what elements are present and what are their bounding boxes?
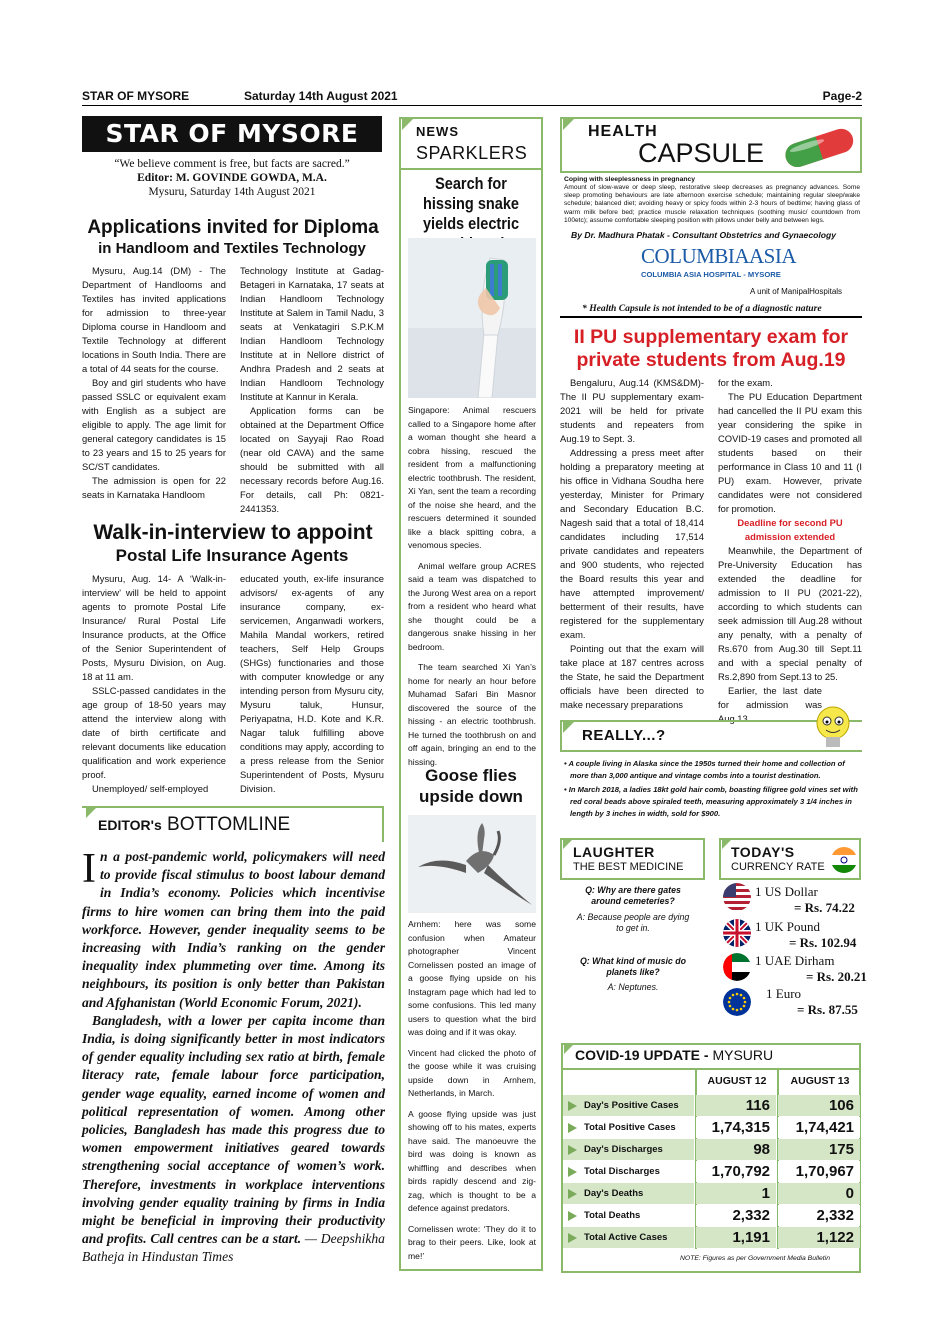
covid-label-bold: COVID-19 UPDATE - bbox=[575, 1047, 709, 1063]
joke-question: Q: What kind of music do planets like? bbox=[579, 956, 687, 977]
corner-triangle bbox=[564, 1044, 574, 1054]
really-item: • A couple living in Alaska since the 1950s turned their home and collection of more than 3,000 antique and vintage combs into a tourist destination. bbox=[564, 759, 845, 780]
corner-triangle bbox=[402, 118, 414, 130]
corner-triangle bbox=[563, 839, 573, 849]
article2-title: Walk-in-interview to appoint bbox=[93, 521, 373, 544]
covid-value-aug12: 1,70,792 bbox=[696, 1161, 776, 1182]
header-paper-name: STAR OF MYSORE bbox=[82, 89, 190, 103]
currency-label-2: CURRENCY RATE bbox=[731, 861, 825, 873]
pu-subhead: Deadline for second PU admission extended bbox=[737, 517, 843, 542]
covid-value-aug12: 98 bbox=[696, 1139, 776, 1160]
arrow-icon bbox=[568, 1101, 577, 1111]
article2-col2 bbox=[240, 572, 384, 796]
paragraph: for the exam. bbox=[718, 377, 773, 388]
covid-row bbox=[563, 1205, 860, 1227]
paragraph: Singapore: Animal rescuers called to a Singapore home after a woman thought she heard a cobra hissing, rescued the resident from a malfunctioning electric toothbrush. The resident, Xi Yan, sent the team a recording of the noise she heard, and the rescuers determined it sounded like a black spitting cobra, a venomous species. bbox=[408, 405, 536, 550]
paragraph: Vincent had clicked the photo of the goose while it was cruising upside down in Arnhem, Netherlands, in March. bbox=[408, 1047, 536, 1098]
divider bbox=[560, 316, 862, 318]
paragraph: Boy and girl students who have passed SSLC or equivalent exam with English as a subject are eligible to apply. The age limit for general category candidates is 15 to 23 years and 15 to 25 years for SC/ST candidates. bbox=[82, 377, 226, 472]
editorial-label-bold: EDITOR's bbox=[98, 817, 162, 833]
arrow-icon bbox=[568, 1189, 577, 1199]
arrow-icon bbox=[568, 1145, 577, 1155]
covid-row-label: Day's Deaths bbox=[563, 1183, 694, 1204]
covid-value-aug12: 2,332 bbox=[696, 1205, 776, 1226]
currency-rate-aed: = Rs. 20.21 bbox=[806, 969, 867, 984]
header-date: Saturday 14th August 2021 bbox=[244, 89, 398, 103]
laughter-label-1: LAUGHTER bbox=[573, 844, 655, 860]
editorial-label bbox=[98, 814, 290, 836]
paragraph: Bengaluru, Aug.14 (KMS&DM)- The II PU supplementary exam-2021 will be held for private students and repeaters from Aug.19 to Sept. 3. bbox=[560, 377, 704, 444]
covid-col-aug12: AUGUST 12 bbox=[707, 1075, 767, 1087]
covid-value-aug12: 1,74,315 bbox=[696, 1117, 776, 1138]
really-list bbox=[562, 758, 862, 820]
covid-row bbox=[563, 1095, 860, 1117]
paragraph: Animal welfare group ACRES said a team was dispatched to the Jurong West area on a report from a resident who heard what she thought could be a dangerous snake hissing in her bedroom. bbox=[408, 560, 536, 652]
covid-value-aug12: 1,191 bbox=[696, 1227, 776, 1248]
editorial-body bbox=[82, 848, 385, 1267]
really-item-text: A couple living in Alaska since the 1950s turned their home and collection of more than 3,000 antique and vintage combs into a tourist destination. bbox=[568, 759, 845, 780]
us-flag-icon bbox=[723, 883, 751, 911]
arrow-icon bbox=[568, 1233, 577, 1243]
paragraph: The admission is open for 22 seats in Karnataka Handloom bbox=[82, 475, 226, 500]
joke-answer: A: Because people are dying to get in. bbox=[576, 912, 690, 933]
divider bbox=[401, 168, 541, 170]
masthead-dateline: Mysuru, Saturday 14th August 2021 bbox=[148, 186, 316, 198]
editorial-label-text: BOTTOMLINE bbox=[167, 814, 291, 835]
article2-subtitle: Postal Life Insurance Agents bbox=[115, 546, 349, 565]
pu-col1 bbox=[560, 376, 704, 712]
currency-label-1: TODAY'S bbox=[731, 844, 795, 860]
covid-value-aug13: 175 bbox=[778, 1139, 860, 1160]
health-text: Amount of slow-wave or deep sleep, restorative sleep decreases as pregnancy advances. Some sleep promoting behaviours are late afternoon exercise schedule; maintaining regular sleep/wake schedule; balanced diet; avoiding heavy or spicy foods within 2-3 hours of bedtime; having glass of warm milk before bed; practice muscle relaxation techniques (soothing music/ countdown from 100etc); assume comfortable sleeping position with pillows under belly and between legs. bbox=[564, 184, 860, 224]
paragraph: Cornelissen wrote: ‘They do it to brag to their peers. Like, look at me!’ bbox=[408, 1223, 536, 1261]
story2-title: Goose flies upside down bbox=[419, 766, 523, 806]
covid-label-place: MYSURU bbox=[712, 1047, 774, 1063]
editorial-para-1 bbox=[82, 848, 385, 1012]
laughter-label-2: THE BEST MEDICINE bbox=[573, 861, 684, 873]
really-item: • In March 2018, a ladies 18kt gold hair comb, boasting filigree gold vines set with red coral beads above spiraled teeth, measuring approximately 3 1/4 inches in length by 3 inches in width, sold for $900. bbox=[564, 785, 858, 818]
covid-row bbox=[563, 1139, 860, 1161]
paragraph: The PU Education Department had cancelled the II PU exam this year considering the spike in COVID-19 cases and promoted all students based on their performance in Class 10 and 11 (I PU) exam. However, private candidates were not considered for promotion. bbox=[718, 391, 862, 514]
paragraph: A goose flying upside was just showing off to his mates, experts have said. The manoeuvre the bird was doing is known as whiffling and describes when birds rapidly descend and zig-zag, which is thought to be a defence against predators. bbox=[408, 1108, 536, 1213]
uk-flag-icon bbox=[723, 919, 751, 947]
story1-body bbox=[408, 404, 536, 769]
currency-name-usd: 1 US Dollar bbox=[755, 884, 818, 899]
covid-row-label: Total Positive Cases bbox=[563, 1117, 694, 1138]
corner-triangle bbox=[563, 118, 575, 130]
currency-name-eur: 1 Euro bbox=[766, 986, 802, 1001]
arrow-icon bbox=[568, 1167, 577, 1177]
header-page-number: Page-2 bbox=[822, 89, 862, 103]
laughter-jokes bbox=[563, 885, 703, 993]
corner-triangle bbox=[86, 806, 98, 818]
story2-body bbox=[408, 918, 536, 1263]
divider bbox=[563, 1068, 859, 1070]
covid-row-label: Total Discharges bbox=[563, 1161, 694, 1182]
currency-rate-usd: = Rs. 74.22 bbox=[794, 900, 855, 915]
corner-triangle bbox=[563, 721, 575, 733]
currency-name-gbp: 1 UK Pound bbox=[755, 919, 821, 934]
paragraph: Pointing out that the exam will take place at 187 centres across the State, he said the Department officials have been directed to make necessary preparations bbox=[560, 643, 704, 710]
covid-note: NOTE: Figures as per Government Media Bulletin bbox=[680, 1255, 830, 1262]
hospital-name: COLUMBIA ASIA HOSPITAL - MYSORE bbox=[641, 270, 781, 279]
covid-row bbox=[563, 1227, 860, 1249]
masthead-editor: Editor: M. GOVINDE GOWDA, M.A. bbox=[137, 172, 327, 184]
toothbrush-photo bbox=[408, 238, 536, 398]
covid-row-label: Day's Positive Cases bbox=[563, 1095, 694, 1116]
health-note: * Health Capsule is not intended to be of a diagnostic nature bbox=[582, 303, 822, 314]
article1-col2 bbox=[240, 264, 384, 516]
covid-row bbox=[563, 1117, 860, 1139]
pu-title bbox=[555, 326, 867, 372]
eu-flag-icon bbox=[723, 988, 751, 1016]
paragraph: Mysuru, Aug.14 (DM) - The Department of Handlooms and Textiles has invited applications for admission to three-year Diploma course in Handloom and Textile Technology at different locations in South India. There are a total of 44 seats for the course. bbox=[82, 265, 226, 374]
paragraph: The team searched Xi Yan’s home for nearly an hour before Muhamad Safari Bin Masnor discovered the source of the hissing - an electric toothbrush. He turned the toothbrush on and off again, bringing an end to the hissing. bbox=[408, 662, 536, 767]
paragraph: Technology Institute at Gadag-Betageri in Karnataka, 17 seats at Indian Handloom Technology Institute at Salem in Tamil Nadu, 3 seats at Venkatagiri S.P.K.M Indian Handloom Technology Institute at in Nellore district of Andhra Pradesh and 2 seats at Indian Handloom Technology Institute at Kannur in Kerala. bbox=[240, 265, 384, 402]
really-item-text: In March 2018, a ladies 18kt gold hair comb, boasting filigree gold vines set with red coral beads above spiraled teeth, measuring approximately 3 1/4 inches in length by 3 inches in width, sold for $900. bbox=[568, 785, 858, 818]
currency-rate-gbp: = Rs. 102.94 bbox=[789, 935, 857, 950]
paragraph: Earlier, the last date for admission was Aug.13. bbox=[718, 685, 822, 724]
covid-value-aug13: 1,74,421 bbox=[778, 1117, 860, 1138]
covid-value-aug12: 116 bbox=[696, 1095, 776, 1116]
covid-col-aug13: AUGUST 13 bbox=[790, 1075, 850, 1087]
dropcap: I bbox=[82, 846, 96, 892]
covid-row-label: Day's Discharges bbox=[563, 1139, 694, 1160]
editorial-para-2 bbox=[82, 1012, 385, 1267]
covid-value-aug13: 106 bbox=[778, 1095, 860, 1116]
covid-row-label: Total Deaths bbox=[563, 1205, 694, 1226]
paragraph: Addressing a press meet after holding a preparatory meeting at his office in Vidhana Soudha here yesterday, Minister for Primary and Secondary Education B.C. Nagesh said that a total of 18,414 candidates including 17,514 private candidates and repeaters and 900 students, who rejected the Board results this year and have attempted improvement/ betterment of their results, have registered for the supplementary exam. bbox=[560, 447, 704, 640]
paragraph: Application forms can be obtained at the Department Office located on Sayyaji Rao Road (near old CAVA) and the same should be submitted with all necessary records before Aug.16. For details, call Ph: 0821- 2441353. bbox=[240, 405, 384, 514]
article1-col1 bbox=[82, 264, 226, 502]
india-flag-icon bbox=[830, 846, 858, 874]
uae-flag-icon bbox=[723, 953, 751, 981]
paragraph: Arnhem: here was some confusion when Amateur photographer Vincent Cornelissen posted an image of a goose flying upside on his Instagram page which had led to some confusions. This led many users to question what the bird was doing and if it was okay. bbox=[408, 919, 536, 1037]
article1-subtitle: in Handloom and Textiles Technology bbox=[98, 240, 366, 257]
covid-value-aug13: 1,70,967 bbox=[778, 1161, 860, 1182]
paragraph: Meanwhile, the Department of Pre-University Education has extended the deadline for admission to II PU (2021-22), according to which students can seek admission till Aug.28 without any penalty, with a penalty of Rs.670 from Aug.30 till Sept.11 and with a special penalty of Rs.2,890 from Sept.13 to 25. bbox=[718, 545, 862, 682]
covid-value-aug13: 0 bbox=[778, 1183, 860, 1204]
health-head: Coping with sleeplessness in pregnancy bbox=[564, 176, 696, 183]
covid-row-label: Total Active Cases bbox=[563, 1227, 694, 1248]
health-byline: By Dr. Madhura Phatak - Consultant Obstetrics and Gynaecology bbox=[571, 230, 837, 240]
sparklers-label-2: SPARKLERS bbox=[416, 143, 528, 163]
article1-title: Applications invited for Diploma bbox=[87, 217, 379, 238]
goose-photo bbox=[408, 815, 536, 913]
columbia-logo: COLUMBIAASIA bbox=[641, 244, 797, 268]
editorial-credit: — Deepshikha Batheja in Hindustan Times bbox=[82, 1231, 385, 1265]
covid-label bbox=[575, 1047, 773, 1063]
currency-name-aed: 1 UAE Dirham bbox=[755, 953, 835, 968]
capsule-icon bbox=[778, 122, 860, 172]
page-header bbox=[82, 88, 862, 106]
health-label-1: HEALTH bbox=[588, 123, 658, 140]
paragraph: Unemployed/ self-employed bbox=[92, 783, 209, 794]
paragraph: educated youth, ex-life insurance advisors/ ex-agents of any insurance company, ex-servicemen, Anganwadi workers, Mahila Mandal workers, retired teachers, Self Help Groups (SHGs) functionaries and those with computer knowledge or any intending person from Mysuru city, Mysuru taluk, Hunsur, Periyapatna, H.D. Kote and K.R. Nagar taluk fulfilling above conditions may apply, according to a press release from the Senior Superintendent of Posts, Mysuru Division. bbox=[240, 573, 384, 794]
arrow-icon bbox=[568, 1211, 577, 1221]
story1-title: Search for hissing snake yields electric bbox=[422, 175, 520, 233]
joke-question: Q: Why are there gates around cemeteries? bbox=[585, 885, 681, 906]
arrow-icon bbox=[568, 1123, 577, 1133]
hospital-unit: A unit of ManipalHospitals bbox=[750, 287, 843, 296]
really-label: REALLY...? bbox=[582, 727, 666, 744]
pu-title-line2: private students from Aug.19 bbox=[576, 349, 846, 371]
masthead-info bbox=[82, 157, 382, 199]
lightbulb-icon bbox=[810, 703, 856, 755]
sparklers-label-1: NEWS bbox=[416, 124, 459, 139]
editorial-para-1-text: n a post-pandemic world, policymakers will need to provide fiscal stimulus to boost labour demand in India’s economy. Policies which incentivise firms to hire women can bring them into the paid workforce. However, gender inequality seems to be increasing with India’s ranking on the gender inequality index plummeting over time. Among its neighbours, its position is only better than Pakistan and Afghanistan (World Economic Forum, 2021). bbox=[82, 849, 385, 1010]
pu-title-line1: II PU supplementary exam for bbox=[573, 326, 849, 348]
paragraph: Mysuru, Aug. 14- A ‘Walk-in-interview’ will be held to appoint agents to promote Postal Life Insurance/ Rural Postal Life Insurance products, at the Office of the Senior Superintendent of Posts, Mysuru Division, on Aug. 18 at 11 am. bbox=[82, 573, 226, 682]
editorial-para-2-text: Bangladesh, with a lower per capita income than India, is doing significantly better in most indicators of gender equality including sex ratio at birth, female literacy rate, female labour force participation, gender wage equality, earned income of women and political representation of women. Among other policies, Bangladesh has made this progress due to women empowerment initiatives geared towards strengthening social acceptance of women’s work. Therefore, investments in workplace interventions involving gender equality training by firms in India might be beneficial in improving their productivity and profits. Call centres can be a start. bbox=[82, 1012, 385, 1247]
covid-value-aug13: 1,122 bbox=[778, 1227, 860, 1248]
currency-rate-eur: = Rs. 87.55 bbox=[797, 1002, 858, 1017]
health-label-2: CAPSULE bbox=[638, 138, 765, 168]
covid-value-aug12: 1 bbox=[696, 1183, 776, 1204]
pu-col2 bbox=[718, 376, 862, 726]
masthead-logo: STAR OF MYSORE bbox=[82, 116, 382, 152]
covid-row bbox=[563, 1183, 860, 1205]
covid-value-aug13: 2,332 bbox=[778, 1205, 860, 1226]
joke-answer: A: Neptunes. bbox=[607, 982, 659, 992]
paragraph: SSLC-passed candidates in the age group of 18-50 years may attend the interview along with date of birth certificate and relevant documents like education qualification and work experience proof. bbox=[82, 685, 226, 780]
article2-col1 bbox=[82, 572, 226, 796]
covid-row bbox=[563, 1161, 860, 1183]
masthead-tagline: “We believe comment is free, but facts are sacred.” bbox=[114, 158, 350, 170]
